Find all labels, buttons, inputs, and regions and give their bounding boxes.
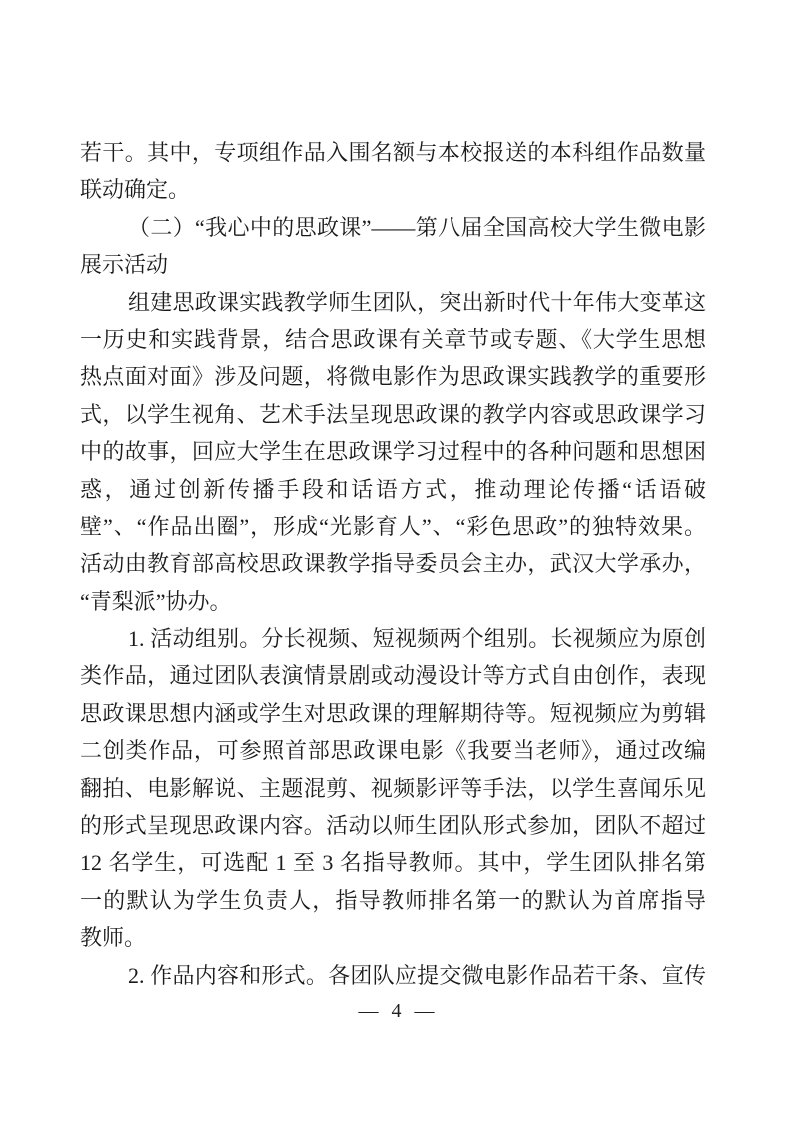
text-line: 惑，通过创新传播手段和话语方式，推动理论传播“话语破 [80,476,706,502]
text-line: 翻拍、电影解说、主题混剪、视频影评等手法，以学生喜闻乐见 [80,775,706,801]
text-line: 2. 作品内容和形式。各团队应提交微电影作品若干条、宣传 [128,962,706,988]
text-line: 联动确定。 [80,177,191,203]
heading-line: （二）“我心中的思政课”——第八届全国高校大学生微电影 [128,214,706,240]
text-line: 思政课思想内涵或学生对思政课的理解期待等。短视频应为剪辑 [80,700,706,726]
text-line: 热点面对面》涉及问题，将微电影作为思政课实践教学的重要形 [80,364,706,390]
text-line: 中的故事，回应大学生在思政课学习过程中的各种问题和思想困 [80,439,706,465]
document-body [80,134,706,994]
text-line: 组建思政课实践教学师生团队，突出新时代十年伟大变革这 [128,289,706,315]
text-line: 教师。 [80,925,147,951]
text-line: 12 名学生，可选配 1 至 3 名指导教师。其中，学生团队排名第 [80,850,706,876]
text-line: “青梨派”协办。 [80,588,232,614]
text-line: 1. 活动组别。分长视频、短视频两个组别。长视频应为原创 [128,626,706,652]
heading-line: 展示活动 [80,252,169,278]
text-line: 一的默认为学生负责人，指导教师排名第一的默认为首席指导 [80,887,706,913]
text-line: 若干。其中，专项组作品入围名额与本校报送的本科组作品数量 [80,140,706,165]
text-line: 的形式呈现思政课内容。活动以师生团队形式参加，团队不超过 [80,813,706,839]
text-line: 壁”、“作品出圈”，形成“光影育人”、“彩色思政”的独特效果。 [80,513,706,539]
page-number: — 4 — [358,1000,435,1022]
text-line: 活动由教育部高校思政课教学指导委员会主办，武汉大学承办， [80,551,706,577]
text-line: 二创类作品，可参照首部思政课电影《我要当老师》，通过改编 [80,738,706,764]
text-line: 式，以学生视角、艺术手法呈现思政课的教学内容或思政课学习 [80,401,706,427]
text-line: 类作品，通过团队表演情景剧或动漫设计等方式自由创作，表现 [80,663,706,689]
text-line: 一历史和实践背景，结合思政课有关章节或专题、《大学生思想 [80,326,706,352]
